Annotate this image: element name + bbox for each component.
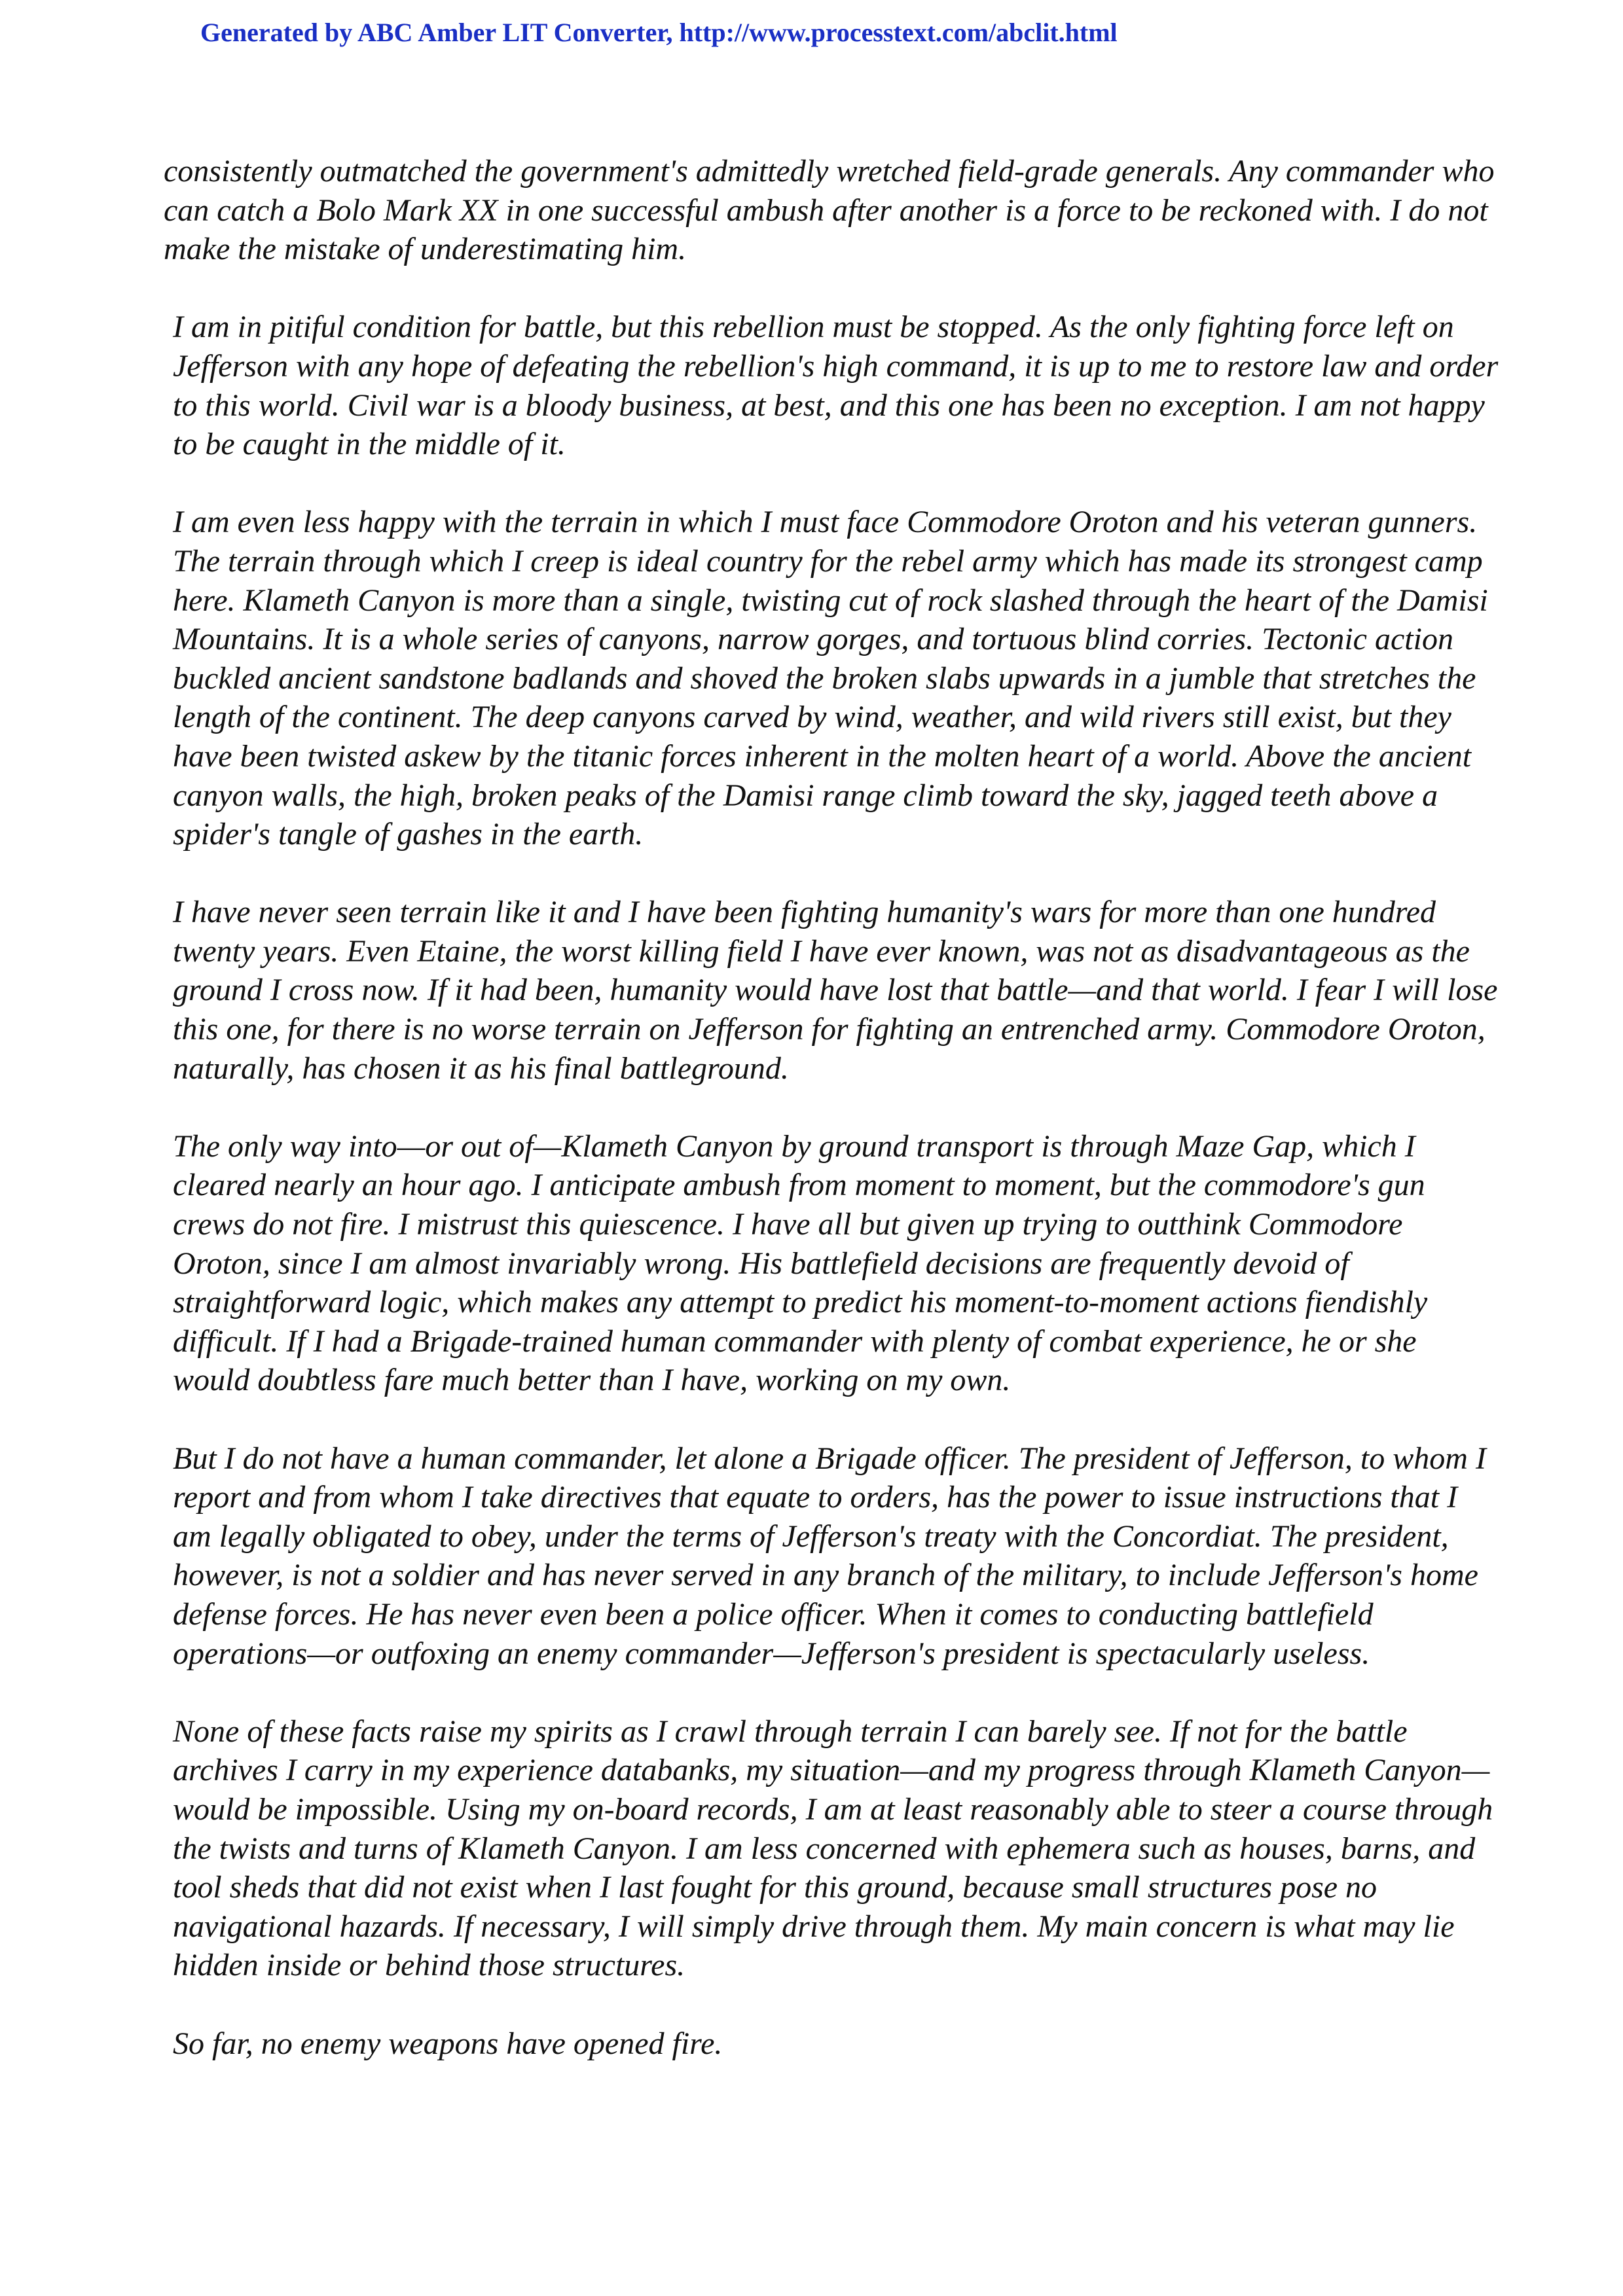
paragraph-2: I am in pitiful condition for battle, but this rebellion must be stopped. As the only fighting force left on Jefferson with any hope of defeating the rebellion's high command, it is up to me to restore law and order to this world. Civil war is a bloody business, at best, and this one has been no exception. I am not happy to be caught in the middle of it.: [173, 310, 1506, 462]
paragraph-1: consistently outmatched the government's admittedly wretched field-grade generals. Any commander who can catch a Bolo Mark XX in one successful ambush after another is a force to be reckoned with. I do not make the mistake of underestimating him.: [164, 154, 1503, 267]
paragraph-5: The only way into—or out of—Klameth Canyon by ground transport is through Maze Gap, which I cleared nearly an hour ago. I anticipate ambush from moment to moment, but the commodore's gun crews do not fire. I mistrust this quiescence. I have all but given up trying to outthink Commodore Oroton, since I am almost invariably wrong. His battlefield decisions are frequently devoid of straightforward logic, which makes any attempt to predict his moment-to-moment actions fiendishly difficult. If I had a Brigade-trained human commander with plenty of combat experience, he or she would doubtless fare much better than I have, working on my own.: [173, 1128, 1436, 1398]
paragraph-4: I have never seen terrain like it and I have been fighting humanity's wars for more than one hundred twenty years. Even Etaine, the worst killing field I have ever known, was not as disadvantageous as the ground I cross now. If it had been, humanity would have lost that battle—and that world. I fear I will lose this one, for there is no worse terrain on Jefferson for fighting an entrenched army. Commodore Oroton, naturally, has chosen it as his final battleground.: [173, 895, 1506, 1086]
paragraph-8: So far, no enemy weapons have opened fire.: [173, 2026, 723, 2061]
paragraph-6: But I do not have a human commander, let alone a Brigade officer. The president of Jefferson, to whom I report and from whom I take directives that equate to orders, has the power to issue instructions that I am legally obligated to obey, under the terms of Jefferson's treaty with the Concordiat. The president, however, is not a soldier and has never served in any branch of the military, to include Jefferson's home defense forces. He has never even been a police officer. When it comes to conducting battlefield operations—or outfoxing an enemy commander—Jefferson's president is spectacularly useless.: [173, 1441, 1494, 1671]
document-body: [164, 152, 1506, 2102]
paragraph-3: I am even less happy with the terrain in which I must face Commodore Oroton and his veteran gunners. The terrain through which I creep is ideal country for the rebel army which has made its strongest camp here. Klameth Canyon is more than a single, twisting cut of rock slashed through the heart of the Damisi Mountains. It is a whole series of canyons, narrow gorges, and tortuous blind corries. Tectonic action buckled ancient sandstone badlands and shoved the broken slabs upwards in a jumble that stretches the length of the continent. The deep canyons carved by wind, weather, and wild rivers still exist, but they have been twisted askew by the titanic forces inherent in the molten heart of a world. Above the ancient canyon walls, the high, broken peaks of the Damisi range climb toward the sky, jagged teeth above a spider's tangle of gashes in the earth.: [173, 505, 1496, 852]
converter-header-link[interactable]: Generated by ABC Amber LIT Converter, http://www.processtext.com/abclit.html: [200, 18, 1118, 47]
paragraph-7: None of these facts raise my spirits as I crawl through terrain I can barely see. If not for the battle archives I carry in my experience databanks, my situation—and my progress through Klameth Canyon—would be impossible. Using my on-board records, I am at least reasonably able to steer a course through the twists and turns of Klameth Canyon. I am less concerned with ephemera such as houses, barns, and tool sheds that did not exist when I last fought for this ground, because small structures pose no navigational hazards. If necessary, I will simply drive through them. My main concern is what may lie hidden inside or behind those structures.: [173, 1713, 1501, 1983]
